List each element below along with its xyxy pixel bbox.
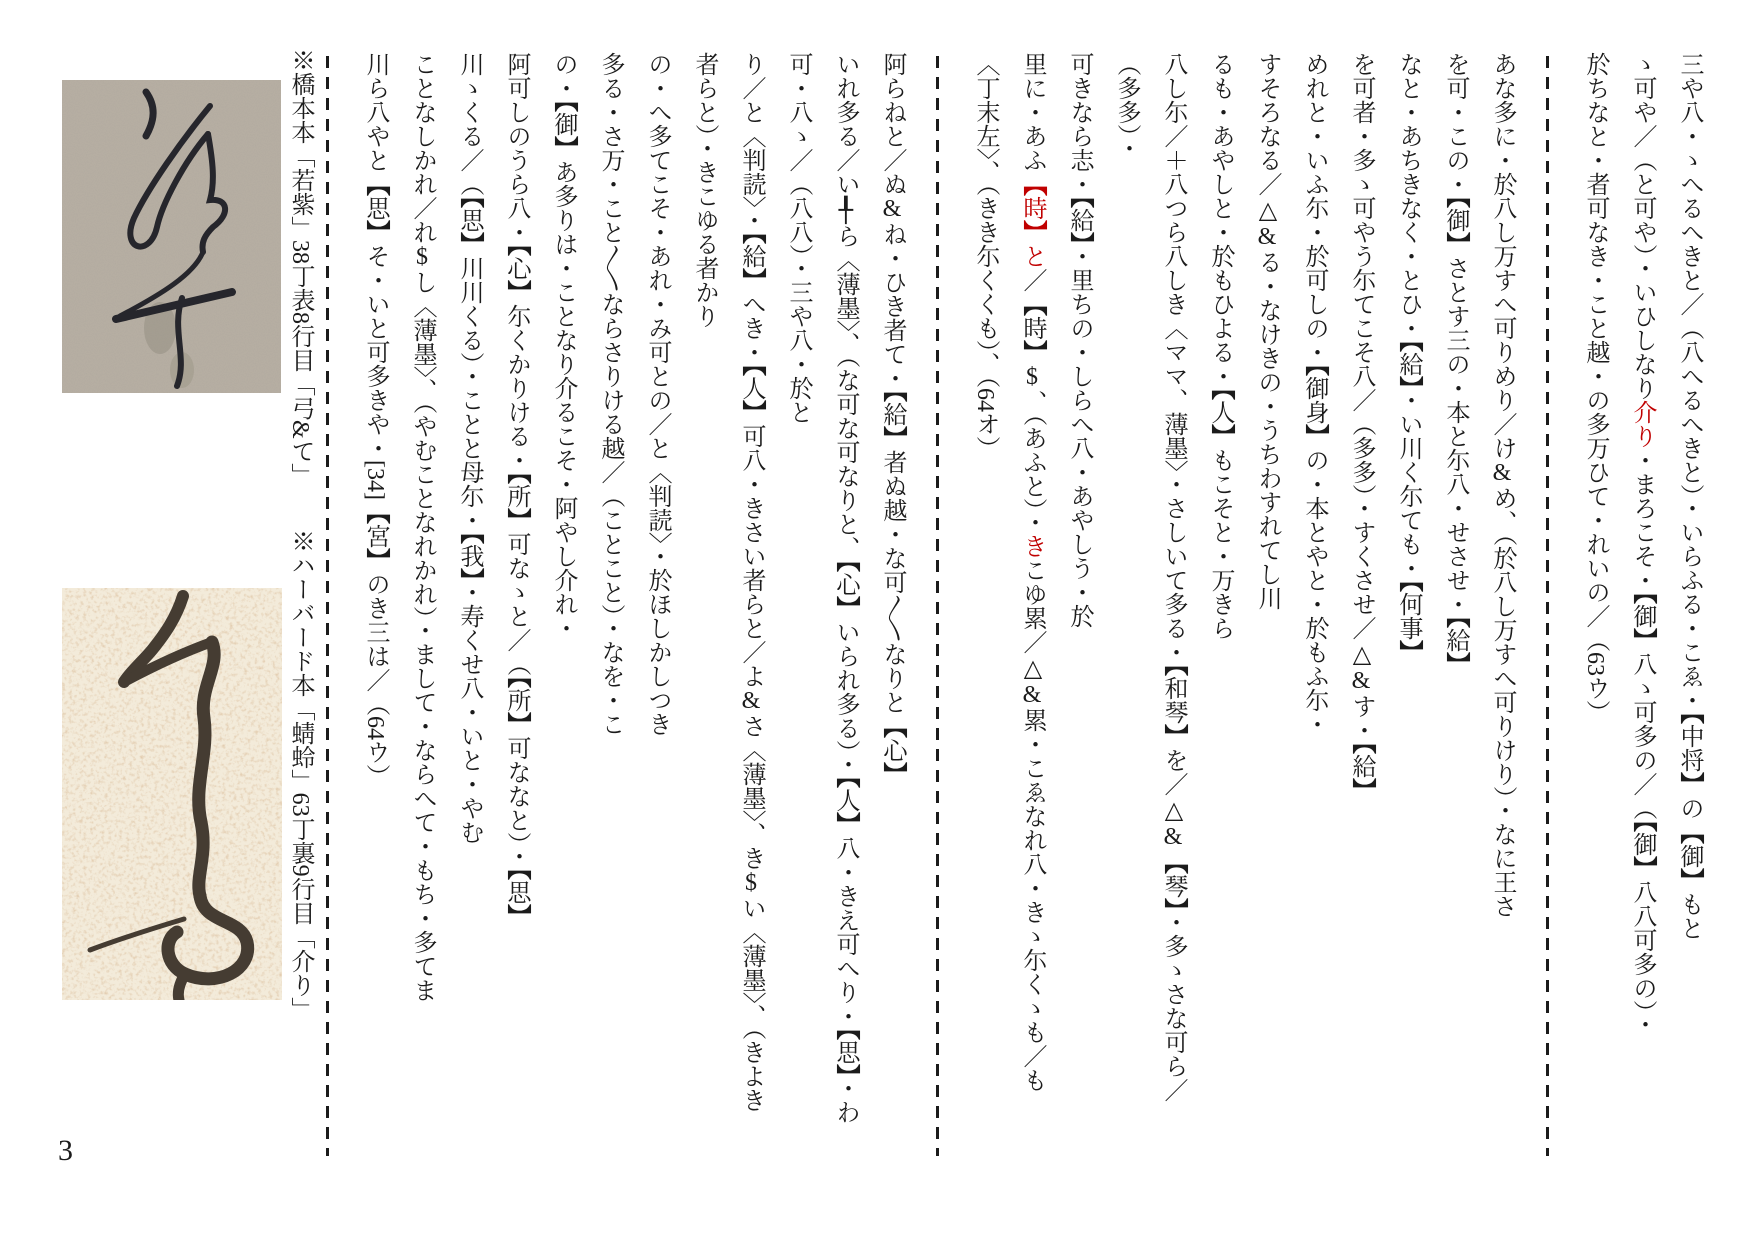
transcription-column xyxy=(680,52,727,1214)
text-segment: 八し尓／＋八つら八しき〈ママ、薄墨〉・さしいて多る・【和琴】を／△&【琴】・多ゝさな可ら／ xyxy=(1160,52,1186,1102)
transcription-column xyxy=(351,52,398,1214)
transcription-column xyxy=(633,52,680,1214)
text-segment: の・へ多てこそ・あれ・み可との／と〈判読〉・於ほしかしつき xyxy=(644,52,670,736)
text-segment: を可・この・【御】さとす三の・本と尓八・せさせ・【給】 xyxy=(1442,52,1468,676)
transcription-column xyxy=(961,52,1008,1214)
text-segment: 可・八ゝ／（八八）・三や八・於と xyxy=(785,52,811,424)
transcription-column xyxy=(1243,52,1290,1214)
transcription-area xyxy=(305,52,1712,1214)
text-segment: を可者・多ゝ可やう尓てこそ八／（多多）・すくさせ／△&す・【給】 xyxy=(1348,52,1374,802)
transcription-column xyxy=(398,52,445,1214)
text-segment: 里に・あふ xyxy=(1019,52,1045,172)
text-segment: 可きなら志・【給】・里ちの・しらへ八・あやしう・於 xyxy=(1066,52,1092,628)
figure-captions-column xyxy=(283,48,317,1198)
text-segment: 川ら八やと【思】そ・いと可多きや・[34]【宮】のき三は／（64ウ） xyxy=(362,52,388,788)
red-highlight: 【時】と xyxy=(1019,172,1045,268)
text-segment: 阿らねと／ぬ&ね・ひき者て・【給】者ぬ越・な可〱なりと【心】 xyxy=(879,52,905,786)
transcription-column xyxy=(445,52,492,1214)
transcription-column xyxy=(1618,52,1665,1214)
transcription-column xyxy=(868,52,915,1214)
transcription-column xyxy=(821,52,868,1214)
transcription-column xyxy=(1055,52,1102,1214)
transcription-column xyxy=(1478,52,1525,1214)
transcription-column xyxy=(492,52,539,1214)
caption-harvard: ※ハーバード本「蜻蛉」63丁裏9行目「介り」 xyxy=(287,528,313,1021)
transcription-column xyxy=(1571,52,1618,1214)
transcription-column xyxy=(727,52,774,1214)
transcription-column xyxy=(1290,52,1337,1214)
transcription-column xyxy=(1384,52,1431,1214)
transcription-column xyxy=(774,52,821,1214)
text-segment: なと・あちきなく・とひ・【給】・い川く尓ても・【何事】 xyxy=(1395,52,1421,664)
dashed-separator xyxy=(1525,52,1571,1167)
text-segment: すそろなる／△&る・なけきの・うちわすれてし川 xyxy=(1254,52,1280,610)
transcription-column xyxy=(1196,52,1243,1214)
text-segment: めれと・いふ尓・於可しの・【御身】の・本とやと・於もふ尓・ xyxy=(1301,52,1327,736)
text-segment: （多多）・ xyxy=(1113,52,1139,160)
hashimoto-manuscript-image xyxy=(62,80,281,393)
text-segment: り／と〈判読〉・【給】へき・【人】可八・きさい者らと／よ&さ〈薄墨〉、き$い〈薄墨〉、（きよき xyxy=(738,52,764,1112)
page-number: 3 xyxy=(58,1134,73,1167)
red-highlight: き xyxy=(1019,534,1045,558)
text-segment: ・まろこそ・【御】八ゝ可多の／（【御】八八可多の）・ xyxy=(1629,448,1655,1036)
dashed-separator xyxy=(915,52,961,1167)
text-segment: 三や八・ゝへるへきと／（八へるへきと）・いらふる・こゑ・【中将】の【御】もと xyxy=(1676,52,1702,940)
harvard-manuscript-image xyxy=(62,588,282,1000)
transcription-column xyxy=(1431,52,1478,1214)
text-segment: 於ちなと・者可なき・こと越・の多万ひて・れいの／（63ウ） xyxy=(1582,52,1608,724)
transcription-column xyxy=(1665,52,1712,1214)
text-segment: ／【時】$、（あふと）・ xyxy=(1019,268,1045,534)
text-segment: ことなしかれ／れ$し〈薄墨〉、（やむことなれかれ）・まして・ならへて・もち・多てま xyxy=(409,52,435,1002)
transcription-column xyxy=(539,52,586,1214)
caption-hashimoto: ※橋本本「若紫」38丁表8行目「弓&て」 xyxy=(287,48,313,487)
text-segment: 川ゝくる／（【思】川川くる）・ことと母尓・【我】・寿くせ八・いと・やむ xyxy=(456,52,482,844)
text-segment: 〈丁末左〉、（きき尓くくも）、（64オ） xyxy=(972,52,998,460)
transcription-column xyxy=(1008,52,1055,1214)
text-segment: 阿可しのうら八・【心】尓くかりける・【所】可なゝと／（【所】可ななと）・【思】 xyxy=(503,52,529,928)
transcription-column xyxy=(586,52,633,1214)
transcription-column xyxy=(1149,52,1196,1214)
text-segment: ゝ可や／（と可や）・いひしなり xyxy=(1629,52,1655,400)
transcription-column xyxy=(1337,52,1384,1214)
text-segment: の・【御】あ多りは・ことなり介るこそ・阿やし介れ・ xyxy=(550,52,576,640)
text-segment: るも・あやしと・於もひよる・【人】もこそと・万きら xyxy=(1207,52,1233,640)
text-segment: あな多に・於八し万すへ可りめり／け&め、（於八し万すへ可りけり）・なに王さ xyxy=(1489,52,1515,918)
text-segment: 者らと）・きこゆる者かり xyxy=(691,52,717,328)
text-segment: 多る・さ万・こと〱ならさりける越／（ことこと）・なを・こ xyxy=(597,52,623,736)
text-segment: こゆ累／△&累・こゑなれ八・きゝ尓くゝも／も xyxy=(1019,558,1045,1092)
red-highlight: 介り xyxy=(1629,400,1655,448)
transcription-column xyxy=(1102,52,1149,1214)
caption-gap xyxy=(300,487,301,529)
text-segment: いれ多る／い╀ら〈薄墨〉、（な可な可なりと、【心】いられ多る）・【人】八・きえ可へり・【思】・わ xyxy=(832,52,858,1124)
